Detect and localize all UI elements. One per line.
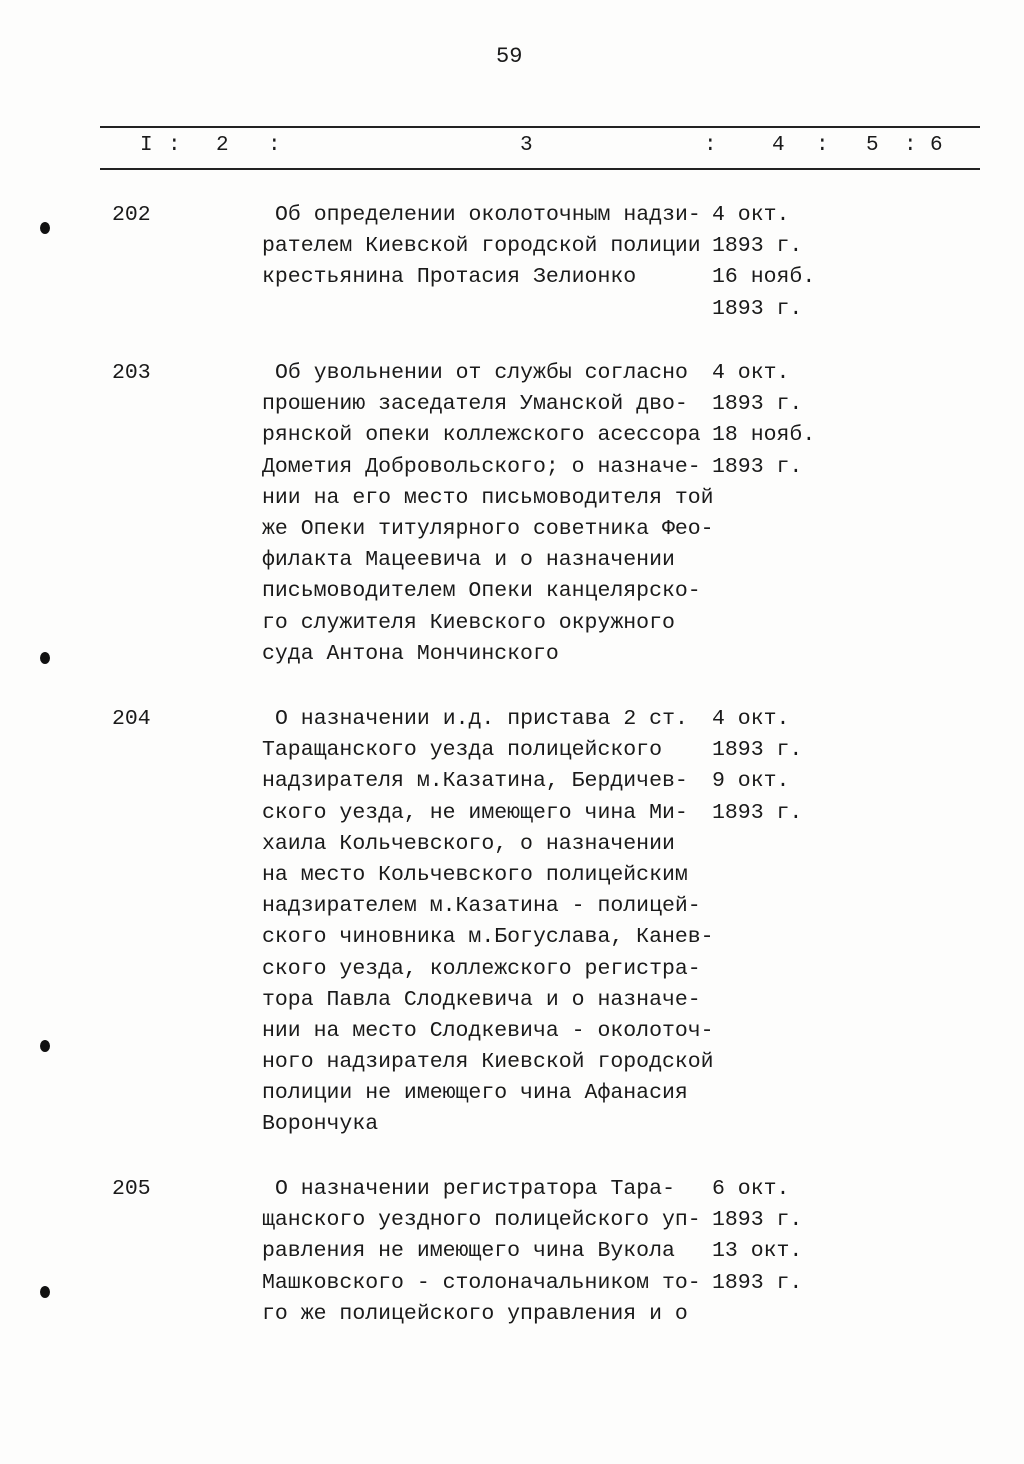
text-line: хаила Кольчевского, о назначении [262, 831, 675, 856]
punch-hole [40, 1040, 50, 1052]
col-sep: : [268, 134, 281, 157]
text-line: нии на его место письмоводителя той [262, 485, 714, 510]
column-header [100, 134, 980, 160]
date-line: 16 нояб. [712, 265, 816, 290]
text-line: надзирателя м.Казатина, Бердичев- [262, 769, 688, 794]
col-sep: : [704, 134, 717, 157]
col-header-6: 6 [930, 134, 943, 157]
page-number: 59 [496, 44, 523, 69]
entry-text [262, 1174, 701, 1330]
col-header-5: 5 [866, 134, 879, 157]
text-line: Таращанского уезда полицейского [262, 738, 662, 763]
text-line: филакта Мацеевича и о назначении [262, 548, 675, 573]
text-line: крестьянина Протасия Зелионко [262, 265, 637, 290]
text-line: письмоводителем Опеки канцелярско- [262, 579, 701, 604]
date-line: 18 нояб. [712, 423, 816, 448]
punch-hole [40, 222, 50, 234]
entry-text [262, 358, 714, 670]
col-header-2: 2 [216, 134, 229, 157]
date-line: 13 окт. [712, 1239, 803, 1264]
text-line: Ворончука [262, 1112, 379, 1137]
table-top-rule [100, 126, 980, 128]
date-line: 1893 г. [712, 454, 803, 479]
text-line: прошению заседателя Уманской дво- [262, 392, 688, 417]
date-line: 4 окт. [712, 707, 790, 731]
text-line: Машковского - столоначальником то- [262, 1270, 701, 1295]
text-line: щанского уездного полицейского уп- [262, 1208, 701, 1233]
text-line: надзирателем м.Казатина - полицей- [262, 894, 701, 919]
entry-dates [712, 358, 815, 483]
text-line: го же полицейского управления и о [262, 1301, 688, 1326]
entry-text [262, 704, 714, 1141]
punch-hole [40, 652, 50, 664]
text-line: ского уезда, коллежского регистра- [262, 956, 701, 981]
text-line: на место Кольчевского полицейским [262, 862, 688, 887]
col-header-4: 4 [772, 134, 785, 157]
date-line: 4 окт. [712, 203, 790, 227]
date-line: 1893 г. [712, 392, 803, 417]
text-line: Дометия Добровольского; о назначе- [262, 454, 701, 479]
text-line: ского чиновника м.Богуслава, Канев- [262, 925, 714, 950]
text-line: Об определении околоточным надзи- [275, 203, 701, 227]
col-sep: : [816, 134, 829, 157]
text-line: нии на место Слодкевича - околоточ- [262, 1018, 714, 1043]
text-line: полиции не имеющего чина Афанасия [262, 1081, 688, 1106]
date-line: 1893 г. [712, 800, 803, 825]
col-header-1: I [140, 134, 153, 157]
entry-number: 205 [112, 1177, 151, 1201]
date-line: 1893 г. [712, 234, 803, 259]
entry-number: 203 [112, 361, 151, 385]
text-line: суда Антона Мончинского [262, 641, 559, 666]
entry-text [262, 200, 701, 294]
entry-dates [712, 1174, 802, 1299]
date-line: 1893 г. [712, 738, 803, 763]
text-line: ского уезда, не имеющего чина Ми- [262, 800, 688, 825]
punch-hole [40, 1286, 50, 1298]
date-line: 1893 г. [712, 1270, 803, 1295]
text-line: Об увольнении от службы согласно [275, 361, 688, 385]
entry-dates [712, 704, 802, 829]
text-line: тора Павла Слодкевича и о назначе- [262, 987, 701, 1012]
date-line: 1893 г. [712, 296, 803, 321]
date-line: 4 окт. [712, 361, 790, 385]
col-header-3: 3 [520, 134, 533, 157]
text-line: го служителя Киевского окружного [262, 610, 675, 635]
date-line: 6 окт. [712, 1177, 790, 1201]
entry-number: 204 [112, 707, 151, 731]
text-line: равления не имеющего чина Вукола [262, 1239, 675, 1264]
entry-dates [712, 200, 815, 325]
entry-number: 202 [112, 203, 151, 227]
text-line: же Опеки титулярного советника Фео- [262, 516, 714, 541]
col-sep: : [168, 134, 181, 157]
text-line: ного надзирателя Киевской городской [262, 1050, 714, 1075]
col-sep: : [904, 134, 917, 157]
text-line: рателем Киевской городской полиции [262, 234, 701, 259]
date-line: 1893 г. [712, 1208, 803, 1233]
text-line: О назначении и.д. пристава 2 ст. [275, 707, 688, 731]
table-header-rule [100, 168, 980, 170]
text-line: О назначении регистратора Тара- [275, 1177, 675, 1201]
date-line: 9 окт. [712, 769, 790, 794]
text-line: рянской опеки коллежского асессора [262, 423, 701, 448]
